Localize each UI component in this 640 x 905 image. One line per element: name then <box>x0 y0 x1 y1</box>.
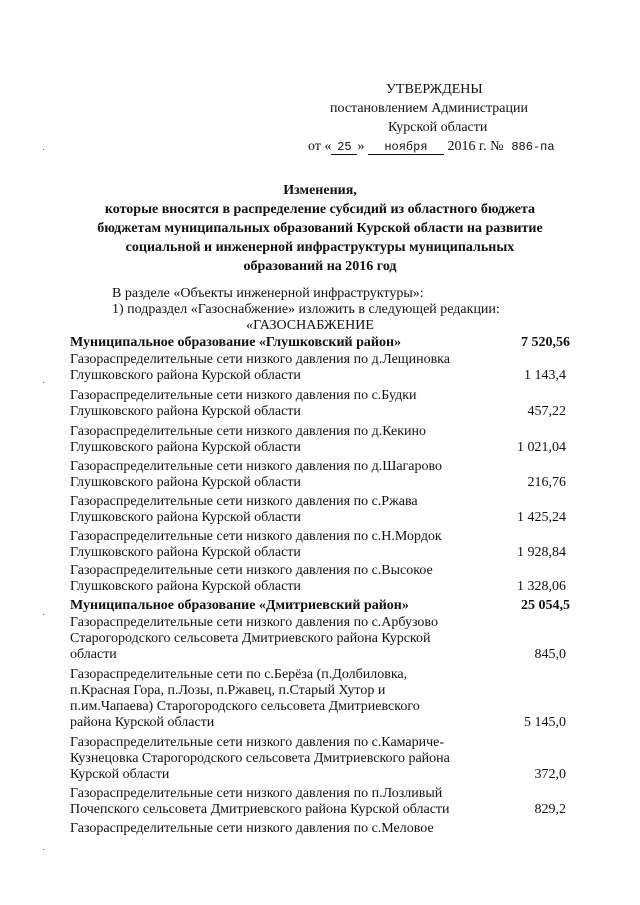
district-name: Муниципальное образование «Дмитриевский район» <box>70 598 409 613</box>
approval-line2: Курской области <box>388 120 488 135</box>
item-line: Почепского сельсовета Дмитриевского района Курской области <box>70 802 450 817</box>
item-line: Газораспределительные сети низкого давления по с.Будки <box>70 388 417 403</box>
approval-number: 886-па <box>511 140 555 154</box>
item-value: 829,2 <box>534 802 566 817</box>
title-line1: Изменения, <box>283 183 357 198</box>
item-line: Глушковского района Курской области <box>70 510 301 525</box>
district-heading <box>70 335 576 351</box>
scan-speck: · <box>42 145 46 156</box>
item-line: Старогородского сельсовета Дмитриевского района Курской <box>70 631 431 646</box>
list-item <box>70 735 576 783</box>
item-line: п.им.Чапаева) Старогородского сельсовета Дмитриевского <box>70 699 420 714</box>
list-item <box>70 352 576 384</box>
intro-line1: В разделе «Объекты инженерной инфраструктуры»: <box>112 286 424 301</box>
item-line: Газораспределительные сети низкого давления по с.Арбузово <box>70 615 438 630</box>
item-line: Газораспределительные сети низкого давления по д.Лещиновка <box>70 352 450 367</box>
item-value: 5 145,0 <box>524 715 566 730</box>
approval-heading: УТВЕРЖДЕНЫ <box>386 82 483 97</box>
scan-speck: · <box>42 378 46 389</box>
item-value: 1 328,06 <box>517 579 566 594</box>
list-item <box>70 388 576 420</box>
item-value: 845,0 <box>534 647 566 662</box>
scan-speck: · <box>42 610 46 621</box>
item-value: 372,0 <box>534 767 566 782</box>
title-line2: которые вносятся в распределение субсидий из областного бюджета <box>104 202 536 217</box>
item-value: 216,76 <box>527 475 566 490</box>
item-line: области <box>70 647 117 662</box>
list-item <box>70 615 576 663</box>
list-item <box>70 786 576 818</box>
item-line: Газораспределительные сети низкого давления по п.Лозливый <box>70 786 443 801</box>
title-line3: бюджетам муниципальных образований Курской области на развитие <box>97 221 543 236</box>
list-item <box>70 529 576 561</box>
item-line: Газораспределительные сети по с.Берёза (п.Долбиловка, <box>70 667 408 682</box>
district-name: Муниципальное образование «Глушковский район» <box>70 335 402 350</box>
approval-line1: постановлением Администрации <box>330 101 528 116</box>
list-item <box>70 563 576 595</box>
item-line: Глушковского района Курской области <box>70 368 301 383</box>
list-item <box>70 459 576 491</box>
title-line5: образований на 2016 год <box>243 259 397 274</box>
item-value: 457,22 <box>527 404 566 419</box>
item-value: 1 928,84 <box>517 545 566 560</box>
item-line: Глушковского района Курской области <box>70 579 301 594</box>
item-line: Глушковского района Курской области <box>70 475 301 490</box>
district-heading <box>70 598 576 614</box>
item-value: 1 143,4 <box>524 368 566 383</box>
scan-speck: · <box>42 845 46 856</box>
item-line: Газораспределительные сети низкого давления по с.Ржава <box>70 494 418 509</box>
district-total: 7 520,56 <box>521 335 570 350</box>
district-total: 25 054,5 <box>521 598 570 613</box>
intro-line2: 1) подраздел «Газоснабжение» изложить в следующей редакции: <box>112 302 500 317</box>
section-heading: «ГАЗОСНАБЖЕНИЕ <box>246 318 374 333</box>
item-line: Газораспределительные сети низкого давления по с.Высокое <box>70 563 433 578</box>
item-line: Глушковского района Курской области <box>70 545 301 560</box>
title-line4: социальной и инженерной инфраструктуры муниципальных <box>125 240 515 255</box>
list-item <box>70 494 576 526</box>
item-line: Курской области <box>70 767 170 782</box>
item-line: Газораспределительные сети низкого давления по д.Шагарово <box>70 459 443 474</box>
list-item <box>70 667 576 731</box>
item-line: Глушковского района Курской области <box>70 440 301 455</box>
item-line: Газораспределительные сети низкого давления по д.Кекино <box>70 424 427 439</box>
item-value: 1 425,24 <box>517 510 566 525</box>
item-value: 1 021,04 <box>517 440 566 455</box>
approval-month: ноября <box>368 140 444 155</box>
list-item <box>70 424 576 456</box>
approval-day: 25 <box>331 140 357 155</box>
approval-block <box>308 80 620 156</box>
year-text: 2016 г. № <box>447 139 504 154</box>
item-line: п.Красная Гора, п.Лозы, п.Ржавец, п.Старый Хутор и <box>70 683 386 698</box>
approval-date-line <box>308 137 620 156</box>
item-line: Кузнецовка Старогородского сельсовета Дмитриевского района <box>70 751 450 766</box>
list-item <box>70 821 576 837</box>
date-prefix: от « <box>308 139 332 154</box>
item-line: Газораспределительные сети низкого давления по с.Меловое <box>70 821 434 836</box>
item-line: Газораспределительные сети низкого давления по с.Камаричe- <box>70 735 445 750</box>
item-line: Глушковского района Курской области <box>70 404 301 419</box>
item-line: района Курской области <box>70 715 215 730</box>
item-line: Газораспределительные сети низкого давления по с.Н.Мордок <box>70 529 442 544</box>
document-title <box>60 181 580 276</box>
date-mid: » <box>357 139 365 154</box>
